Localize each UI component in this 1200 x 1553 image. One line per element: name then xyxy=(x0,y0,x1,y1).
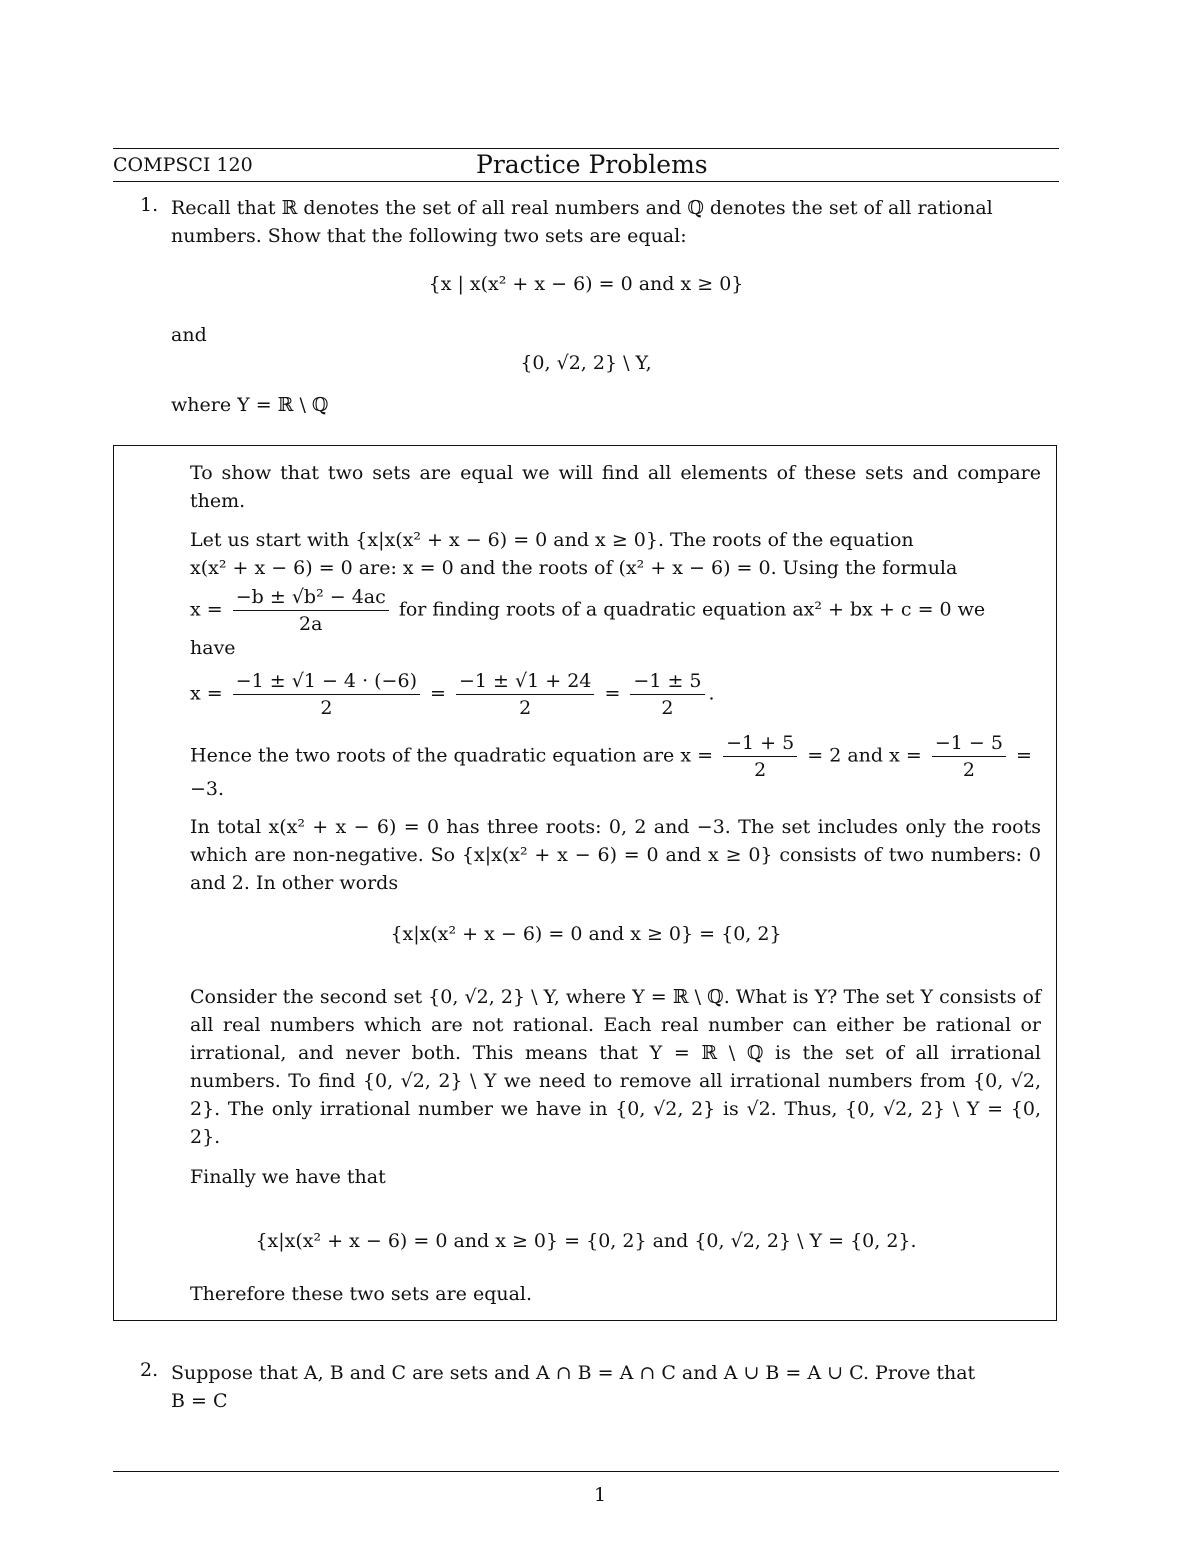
solution-line-roots: x(x² + x − 6) = 0 are: x = 0 and the roots of (x² + x − 6) = 0. Using the formula xyxy=(190,557,958,579)
solution-conclusion: Therefore these two sets are equal. xyxy=(190,1283,533,1305)
root-1-denominator: 2 xyxy=(754,759,767,781)
quadratic-formula xyxy=(233,584,389,637)
solution-second-set: Consider the second set {0, √2, 2} \ Y, where Y = ℝ \ ℚ. What is Y? The set Y consists of all real numbers which are not rational. Each real number can either be rational or irrational, and never both. This means that Y = ℝ \ ℚ is the set of all irrational numbers. To find {0, √2, 2} \ Y we need to remove all irrational numbers from {0, √2, 2}. The only irrational number we have in {0, √2, 2} is √2. Thus, {0, √2, 2} \ Y = {0, 2}. xyxy=(190,986,1041,1148)
root-2-value: −3. xyxy=(190,778,225,800)
footer-rule xyxy=(113,1471,1059,1472)
problem-2-line-2: B = C xyxy=(171,1390,228,1412)
problem-1-set-1: {x | x(x² + x − 6) = 0 and x ≥ 0} xyxy=(428,273,744,295)
page-number: 1 xyxy=(593,1484,607,1506)
calc-numerator-2: −1 ± √1 + 24 xyxy=(456,668,594,695)
problem-1-where: where Y = ℝ \ ℚ xyxy=(171,394,329,416)
calc-fraction-2 xyxy=(456,668,594,721)
calc-equals-2: = xyxy=(604,682,621,705)
quadratic-formula-line xyxy=(190,584,1041,637)
root-2-rest: = xyxy=(1015,744,1032,767)
calc-numerator-1: −1 ± √1 − 4 · (−6) xyxy=(233,668,420,695)
calc-fraction-1 xyxy=(233,668,420,721)
solution-equation-1: {x|x(x² + x − 6) = 0 and x ≥ 0} = {0, 2} xyxy=(390,923,782,945)
course-code: COMPSCI 120 xyxy=(113,154,253,176)
root-1-rest: = 2 and x = xyxy=(807,744,922,767)
calc-equals-1: = xyxy=(430,682,446,705)
formula-lhs: x = xyxy=(190,598,223,621)
root-2-denominator: 2 xyxy=(962,759,975,781)
formula-tail: for finding roots of a quadratic equation ax² + bx + c = 0 we xyxy=(398,598,986,621)
problem-1-line-2: numbers. Show that the following two sets are equal: xyxy=(171,225,687,247)
calc-fraction-3 xyxy=(630,668,704,721)
formula-denominator: 2a xyxy=(299,613,323,635)
solution-line-start: Let us start with {x|x(x² + x − 6) = 0 and x ≥ 0}. The roots of the equation xyxy=(190,529,914,551)
top-rule xyxy=(113,148,1059,149)
calc-lhs: x = xyxy=(190,682,223,705)
calc-denominator-2: 2 xyxy=(519,697,532,719)
solution-finally: Finally we have that xyxy=(190,1166,386,1188)
solution-have: have xyxy=(190,637,236,659)
calc-period: . xyxy=(708,682,715,705)
root-2-numerator: −1 − 5 xyxy=(932,730,1006,757)
page-title: Practice Problems xyxy=(476,150,708,179)
calc-denominator-3: 2 xyxy=(661,697,674,719)
problem-1-and: and xyxy=(171,324,207,346)
problem-2-number: 2. xyxy=(140,1359,159,1381)
header-underline xyxy=(113,181,1059,182)
problem-1-line-1: Recall that ℝ denotes the set of all real numbers and ℚ denotes the set of all rational xyxy=(171,197,993,219)
solution-box xyxy=(113,445,1057,1321)
calc-denominator-1: 2 xyxy=(320,697,333,719)
calculation-line xyxy=(190,668,1041,721)
problem-1-number: 1. xyxy=(140,194,159,216)
calc-numerator-3: −1 ± 5 xyxy=(630,668,704,695)
roots-text: Hence the two roots of the quadratic equation are x = xyxy=(190,744,714,767)
formula-numerator: −b ± √b² − 4ac xyxy=(233,584,389,611)
problem-1-set-2: {0, √2, 2} \ Y, xyxy=(520,352,652,374)
problem-2-line-1: Suppose that A, B and C are sets and A ∩ B = A ∩ C and A ∪ B = A ∪ C. Prove that xyxy=(171,1362,976,1384)
solution-total: In total x(x² + x − 6) = 0 has three roots: 0, 2 and −3. The set includes only the roots which are non-negative. So {x|x(x² + x − 6) = 0 and x ≥ 0} consists of two numbers: 0 and 2. In other words xyxy=(190,816,1041,894)
root-1-numerator: −1 + 5 xyxy=(723,730,797,757)
solution-equation-2: {x|x(x² + x − 6) = 0 and x ≥ 0} = {0, 2} and {0, √2, 2} \ Y = {0, 2}. xyxy=(255,1230,917,1252)
solution-intro: To show that two sets are equal we will find all elements of these sets and compare them. xyxy=(190,462,1041,512)
